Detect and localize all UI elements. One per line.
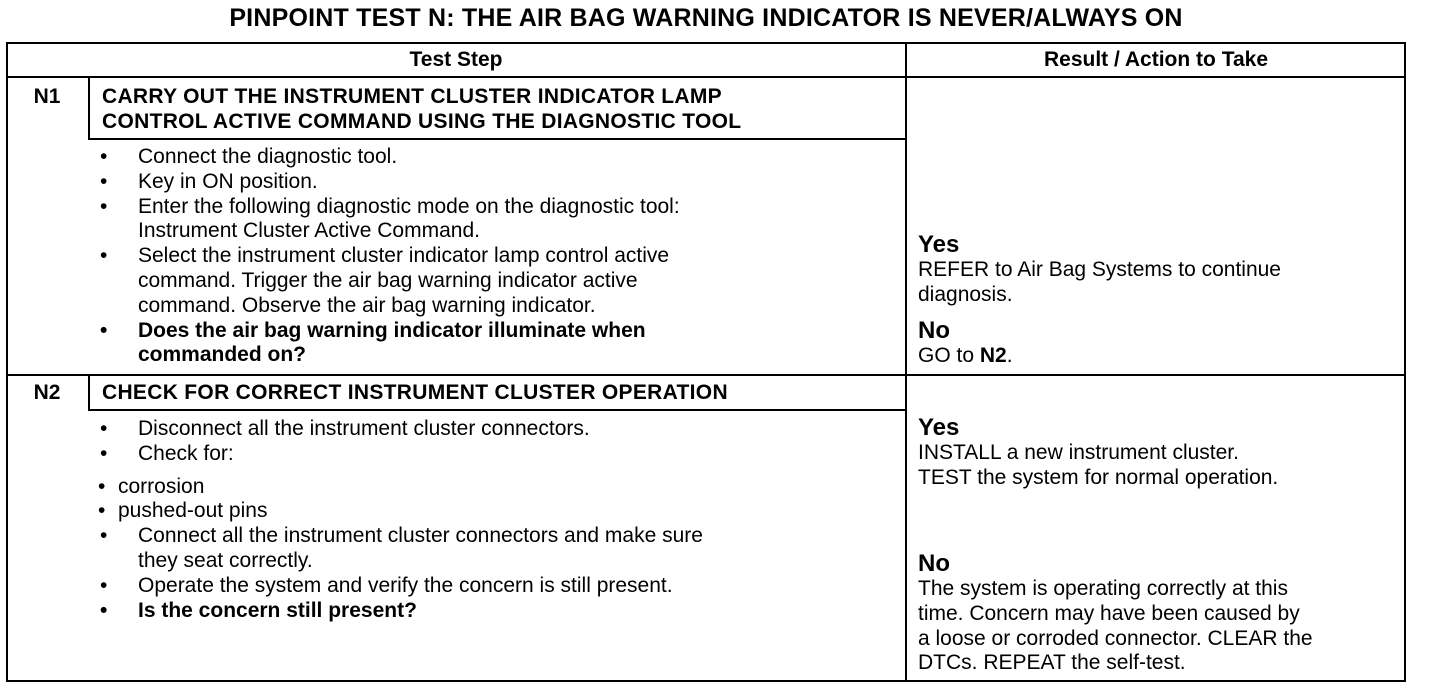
- question-text: commanded on?: [138, 343, 307, 367]
- instruction-text: Key in ON position.: [138, 169, 318, 193]
- n2-id-divider: [88, 374, 90, 411]
- instruction-text: command. Observe the air bag warning indicator.: [138, 293, 596, 317]
- result-n1: [918, 232, 1404, 368]
- list-item: [96, 524, 896, 574]
- no-action: time. Concern may have been caused by: [918, 601, 1300, 625]
- instruction-text: Check for:: [138, 441, 234, 465]
- list-item: [96, 244, 896, 318]
- list-item-question: [96, 599, 896, 624]
- step-n1-instructions: [96, 145, 896, 368]
- n1-heading-divider: [88, 138, 906, 140]
- step-heading-n2: CHECK FOR CORRECT INSTRUMENT CLUSTER OPERATION: [102, 381, 728, 404]
- step-heading-n1-line: CARRY OUT THE INSTRUMENT CLUSTER INDICATOR LAMP: [102, 85, 722, 108]
- no-label: No: [918, 550, 950, 577]
- instruction-text: pushed-out pins: [118, 499, 268, 523]
- n1-n2-divider: [6, 374, 1406, 376]
- list-item: [96, 417, 896, 442]
- yes-label: Yes: [918, 231, 960, 258]
- list-item: [96, 170, 896, 195]
- no-action: The system is operating correctly at this: [918, 577, 1288, 600]
- instruction-text: Disconnect all the instrument cluster connectors.: [138, 417, 590, 440]
- step-heading-n1-line: CONTROL ACTIVE COMMAND USING THE DIAGNOSTIC TOOL: [102, 110, 742, 133]
- n2-heading-divider: [88, 409, 906, 411]
- list-item: [96, 195, 896, 245]
- no-label: No: [918, 316, 950, 344]
- result-n2-yes: [918, 415, 1404, 491]
- no-action-text: GO to: [918, 343, 980, 367]
- list-item: [96, 145, 896, 170]
- sub-list-item: [96, 499, 896, 524]
- instruction-text: Select the instrument cluster indicator lamp control active: [138, 244, 670, 268]
- no-action: [918, 344, 1404, 369]
- sub-list-item: [96, 475, 896, 500]
- test-step-header: Test Step: [409, 48, 503, 71]
- no-action-text: .: [1006, 343, 1013, 367]
- page-title: PINPOINT TEST N: THE AIR BAG WARNING INDICATOR IS NEVER/ALWAYS ON: [229, 4, 1183, 32]
- n1-id-divider: [88, 76, 90, 140]
- instruction-text: Connect all the instrument cluster connectors and make sure: [138, 524, 703, 548]
- list-item: [96, 574, 896, 599]
- step-n2-instructions: [96, 417, 896, 623]
- question-text: Does the air bag warning indicator illuminate when: [138, 318, 646, 342]
- yes-action: diagnosis.: [918, 282, 1013, 306]
- instruction-text: Connect the diagnostic tool.: [138, 145, 398, 168]
- step-heading-n1: [102, 84, 741, 134]
- header-divider: [6, 76, 1406, 78]
- check-for-sublist: [96, 475, 896, 525]
- no-action: DTCs. REPEAT the self-test.: [918, 651, 1186, 675]
- column-divider: [905, 42, 907, 682]
- instruction-text: command. Trigger the air bag warning indicator active: [138, 268, 638, 292]
- yes-action: REFER to Air Bag Systems to continue: [918, 258, 1281, 281]
- yes-label: Yes: [918, 414, 960, 441]
- instruction-text: Operate the system and verify the concern is still present.: [138, 573, 673, 597]
- yes-action: TEST the system for normal operation.: [918, 465, 1279, 489]
- result-n2-no: [918, 551, 1404, 676]
- step-id-n1: N1: [33, 85, 61, 108]
- instruction-text: corrosion: [118, 474, 205, 498]
- result-header: Result / Action to Take: [1043, 48, 1269, 71]
- no-action: a loose or corroded connector. CLEAR the: [918, 626, 1313, 650]
- instruction-text: they seat correctly.: [138, 548, 313, 572]
- step-id-n2: N2: [33, 381, 61, 404]
- list-item-question: [96, 319, 896, 369]
- instruction-text: Enter the following diagnostic mode on the diagnostic tool:: [138, 194, 680, 218]
- question-text: Is the concern still present?: [138, 598, 417, 622]
- yes-action: INSTALL a new instrument cluster.: [918, 441, 1239, 464]
- instruction-text: Instrument Cluster Active Command.: [138, 219, 480, 243]
- step-reference-n2: N2: [979, 343, 1007, 367]
- list-item: [96, 442, 896, 524]
